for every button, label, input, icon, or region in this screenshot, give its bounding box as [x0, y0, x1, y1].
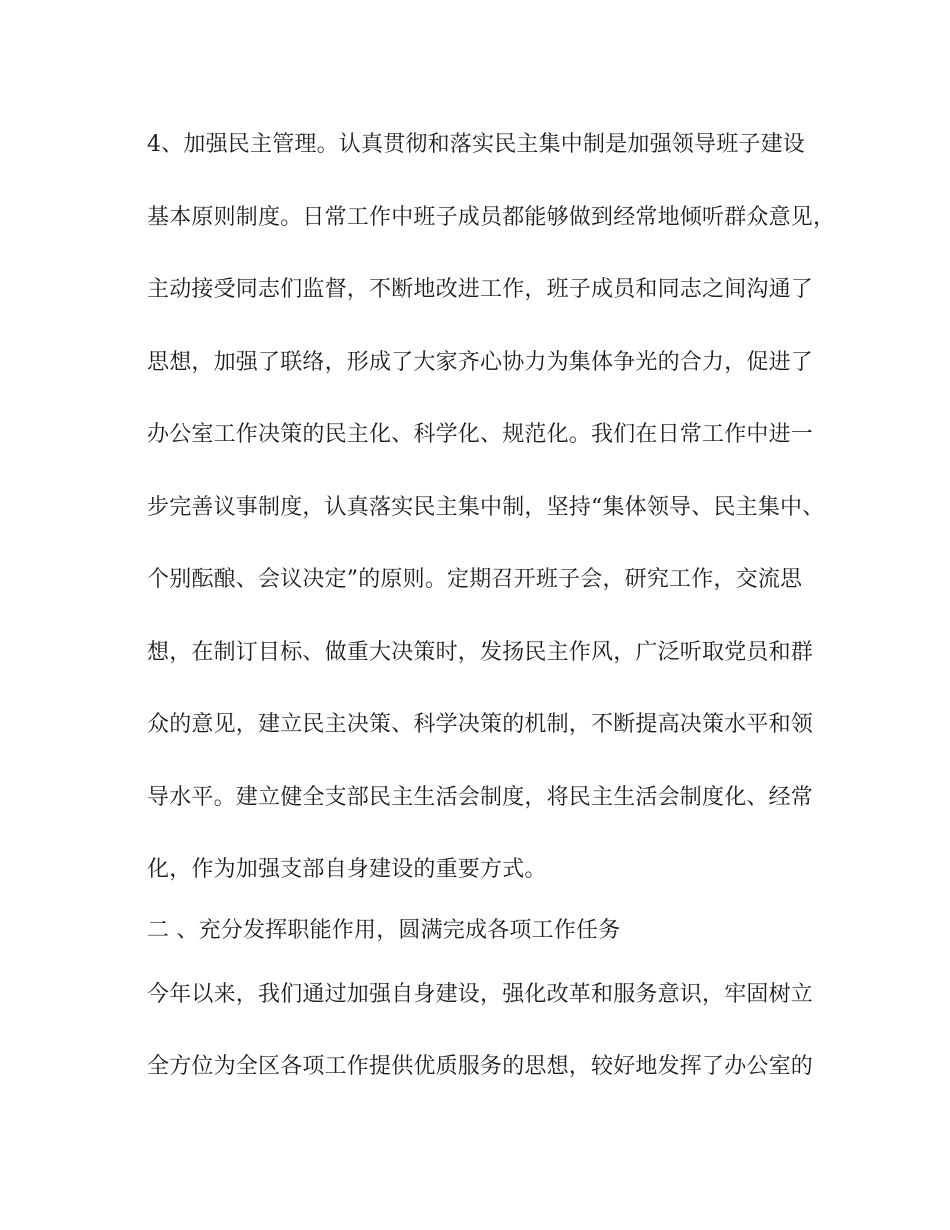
- paragraph-line: 导水平。建立健全支部民主生活会制度，将民主生活会制度化、经常: [147, 785, 814, 810]
- paragraph-line: 个别酝酿、会议决定”的原则。定期召开班子会，研究工作，交流思: [147, 567, 803, 592]
- paragraph-line: 主动接受同志们监督，不断地改进工作，班子成员和同志之间沟通了: [147, 277, 814, 302]
- paragraph-line: 今年以来，我们通过加强自身建设，强化改革和服务意识，牢固树立: [147, 982, 814, 1007]
- paragraph-line: 办公室工作决策的民主化、科学化、规范化。我们在日常工作中进一: [147, 422, 814, 447]
- paragraph-line: 全方位为全区各项工作提供优质服务的思想，较好地发挥了办公室的: [147, 1054, 814, 1079]
- paragraph-line: 化，作为加强支部自身建设的重要方式。: [147, 857, 547, 882]
- paragraph-line: 想，在制订目标、做重大决策时，发扬民主作风，广泛听取党员和群: [147, 640, 814, 665]
- paragraph-line: 基本原则制度。日常工作中班子成员都能够做到经常地倾听群众意见，: [147, 205, 836, 230]
- paragraph-line: 众的意见，建立民主决策、科学决策的机制，不断提高决策水平和领: [147, 712, 814, 737]
- paragraph-line: 思想，加强了联络，形成了大家齐心协力为集体争光的合力，促进了: [147, 350, 814, 375]
- paragraph-line: 4、加强民主管理。认真贯彻和落实民主集中制是加强领导班子建设: [147, 132, 805, 157]
- section-heading: 二 、充分发挥职能作用，圆满完成各项工作任务: [147, 918, 621, 943]
- paragraph-line: 步完善议事制度，认真落实民主集中制，坚持“集体领导、民主集中、: [147, 495, 825, 520]
